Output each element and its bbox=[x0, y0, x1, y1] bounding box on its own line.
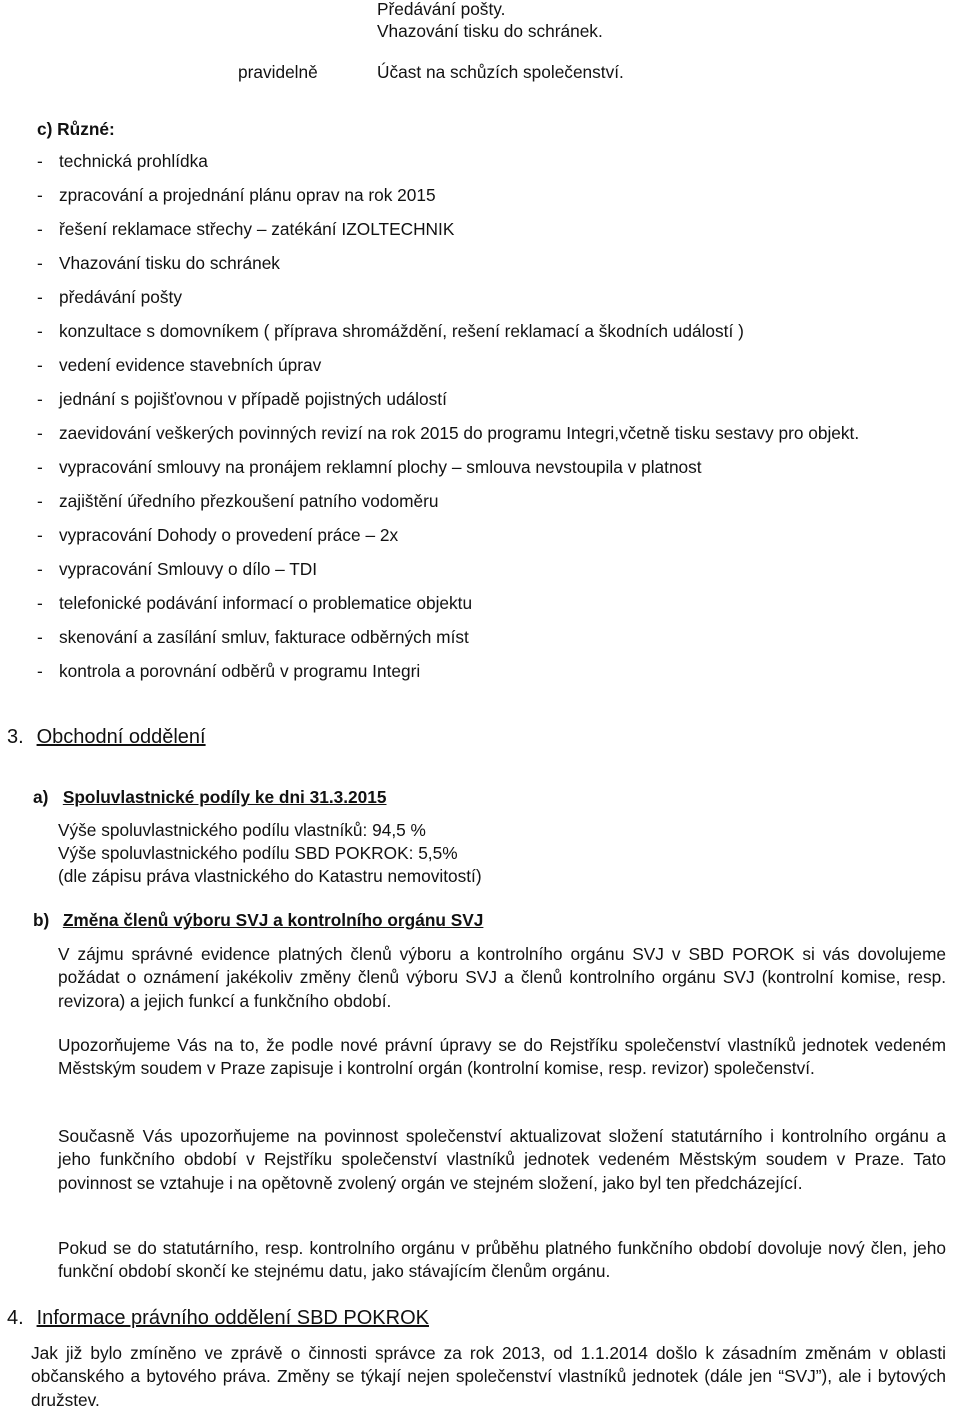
paragraph-evidence: V zájmu správné evidence platných členů výboru a kontrolního orgánu SVJ v SBD POROK si vás dovolujeme požádat o oznámení jakékoliv změny členů výboru SVJ a členů kontrolního orgánu SVJ (kontrolní komise, resp. revizora) a jejich funkcí a funkčního období. bbox=[58, 944, 946, 1011]
section-4-number: 4. bbox=[7, 1307, 24, 1329]
ownership-share-owners: Výše spoluvlastnického podílu vlastníků: 94,5 % bbox=[58, 820, 426, 840]
list-item: - zaevidování veškerých povinných revizí na rok 2015 do programu Integri,včetně tisku sestavy pro objekt. bbox=[37, 423, 860, 443]
subsection-b-heading bbox=[33, 909, 483, 931]
section-4-title: Informace právního oddělení SBD POKROK bbox=[36, 1307, 429, 1329]
subsection-b-label: b) bbox=[33, 910, 50, 930]
list-item: - vedení evidence stavebních úprav bbox=[37, 355, 322, 375]
section-3-heading bbox=[7, 724, 206, 750]
list-item: - telefonické podávání informací o problematice objektu bbox=[37, 593, 473, 613]
subsection-a-label: a) bbox=[33, 787, 49, 807]
list-item: - zajištění úředního přezkoušení patního vodoměru bbox=[37, 491, 439, 511]
paragraph-obligation: Současně Vás upozorňujeme na povinnost společenství aktualizovat složení statutárního i kontrolního orgánu a jeho funkčního období v Rejstříku společenství vlastníků jednotek vedeném Městským soudem v Praze. Tato povinnost se vztahuje i na opětovně zvolený orgán ve stejném složení, jako byl ten předcházející. bbox=[58, 1126, 946, 1193]
list-item: - kontrola a porovnání odběrů v programu Integri bbox=[37, 661, 421, 681]
section-4-heading bbox=[7, 1305, 429, 1331]
list-item: - skenování a zasílání smluv, fakturace odběrných míst bbox=[37, 627, 469, 647]
section-c-heading: c) Různé: bbox=[37, 119, 115, 139]
top-line-predavani: Předávání pošty. bbox=[377, 0, 506, 19]
list-item: - technická prohlídka bbox=[37, 151, 208, 171]
list-item: - zpracování a projednání plánu oprav na rok 2015 bbox=[37, 185, 436, 205]
ownership-share-sbd: Výše spoluvlastnického podílu SBD POKROK: 5,5% bbox=[58, 843, 458, 863]
frequency-label: pravidelně bbox=[238, 62, 318, 82]
paragraph-register: Upozorňujeme Vás na to, že podle nové právní úpravy se do Rejstříku společenství vlastníků jednotek vedeném Městským soudem v Praze zapisuje i kontrolní orgán (kontrolní komise, resp. revizor) společenství. bbox=[58, 1035, 946, 1079]
section-c-list bbox=[37, 150, 960, 694]
list-item: - jednání s pojišťovnou v případě pojistných událostí bbox=[37, 389, 447, 409]
top-line-ucast: Účast na schůzích společenství. bbox=[377, 62, 624, 82]
section-3-title: Obchodní oddělení bbox=[36, 726, 206, 748]
list-item: - vypracování smlouvy na pronájem reklamní plochy – smlouva nevstoupila v platnost bbox=[37, 457, 702, 477]
list-item: - vypracování Dohody o provedení práce – 2x bbox=[37, 525, 399, 545]
subsection-a-title: Spoluvlastnické podíly ke dni 31.3.2015 bbox=[62, 787, 387, 807]
section-3-number: 3. bbox=[7, 726, 24, 748]
ownership-share-note: (dle zápisu práva vlastnického do Katastru nemovitostí) bbox=[58, 866, 482, 886]
list-item: - Vhazování tisku do schránek bbox=[37, 253, 280, 273]
list-item: - předávání pošty bbox=[37, 287, 182, 307]
list-item: - vypracování Smlouvy o dílo – TDI bbox=[37, 559, 318, 579]
paragraph-legal-info: Jak již bylo zmíněno ve zprávě o činnosti správce za rok 2013, od 1.1.2014 došlo k zásadním změnám v oblasti občanského a bytového práva. Změny se týkají nejen společenství vlastníků jednotek (dále jen “SVJ”), ale i bytových družstev. bbox=[31, 1343, 946, 1410]
subsection-a-heading bbox=[33, 786, 387, 808]
paragraph-new-member: Pokud se do statutárního, resp. kontrolního orgánu v průběhu platného funkčního období dovoluje nový člen, jeho funkční období skončí ke stejnému datu, jako stávajícím členům orgánu. bbox=[58, 1238, 946, 1282]
list-item: - konzultace s domovníkem ( příprava shromáždění, rešení reklamací a škodních událostí ) bbox=[37, 321, 744, 341]
subsection-b-title: Změna členů výboru SVJ a kontrolního orgánu SVJ bbox=[62, 910, 484, 930]
top-line-vhazovani: Vhazování tisku do schránek. bbox=[377, 21, 603, 41]
list-item: - řešení reklamace střechy – zatékání IZOLTECHNIK bbox=[37, 219, 455, 239]
